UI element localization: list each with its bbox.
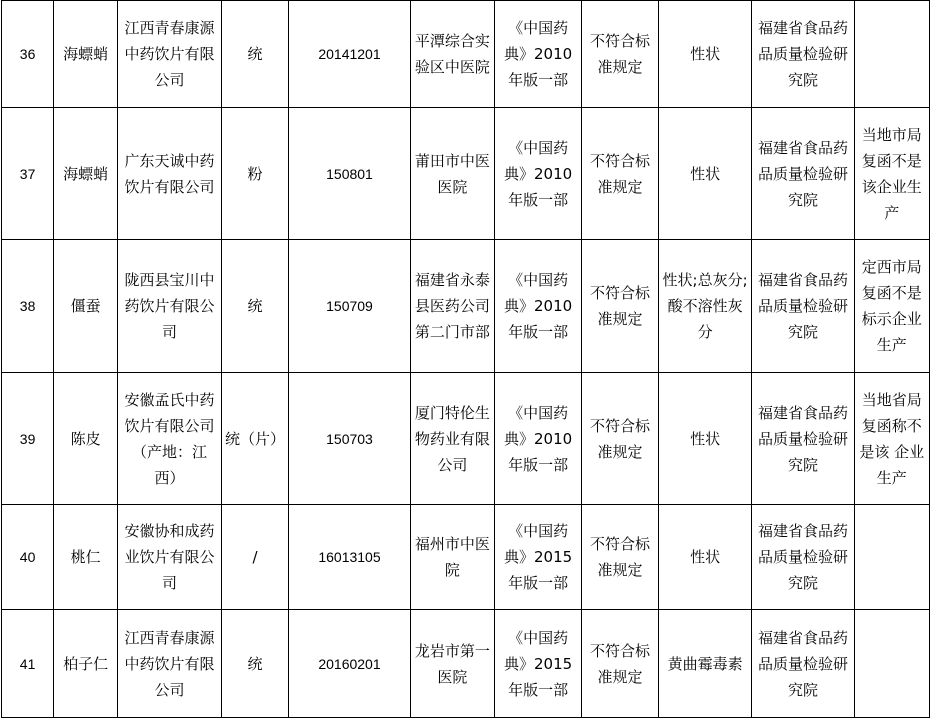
table-row bbox=[2, 108, 930, 240]
drug-name-cell: 陈皮 bbox=[54, 373, 118, 505]
remark-cell: 当地市局复函不是该企业生产 bbox=[854, 108, 929, 240]
manufacturer-cell: 安徽协和成药业饮片有限公司 bbox=[118, 505, 222, 610]
failed-items-cell: 性状;总灰分;酸不溶性灰分 bbox=[658, 240, 752, 373]
remark-cell bbox=[854, 610, 929, 718]
specification-cell: / bbox=[221, 505, 288, 610]
specification-cell: 统 bbox=[221, 1, 288, 108]
result-cell: 不符合标准规定 bbox=[582, 1, 658, 108]
standard-basis-cell: 《中国药典》2015年版一部 bbox=[494, 610, 582, 718]
failed-items-cell: 黄曲霉毒素 bbox=[658, 610, 752, 718]
testing-lab-cell: 福建省食品药品质量检验研究院 bbox=[752, 240, 854, 373]
drug-name-cell: 僵蚕 bbox=[54, 240, 118, 373]
batch-number-cell: 150703 bbox=[289, 373, 411, 505]
table-row bbox=[2, 610, 930, 718]
result-cell: 不符合标准规定 bbox=[582, 505, 658, 610]
batch-number-cell: 150801 bbox=[289, 108, 411, 240]
sampled-unit-cell: 厦门特伦生物药业有限公司 bbox=[410, 373, 494, 505]
row-number-cell: 39 bbox=[2, 373, 54, 505]
row-number-cell: 36 bbox=[2, 1, 54, 108]
sampled-unit-cell: 平潭综合实验区中医院 bbox=[410, 1, 494, 108]
failed-items-cell: 性状 bbox=[658, 108, 752, 240]
standard-basis-cell: 《中国药典》2010年版一部 bbox=[494, 240, 582, 373]
row-number-cell: 38 bbox=[2, 240, 54, 373]
testing-lab-cell: 福建省食品药品质量检验研究院 bbox=[752, 373, 854, 505]
manufacturer-cell: 广东天诚中药饮片有限公司 bbox=[118, 108, 222, 240]
row-number-cell: 41 bbox=[2, 610, 54, 718]
result-cell: 不符合标准规定 bbox=[582, 373, 658, 505]
sampled-unit-cell: 福建省永泰县医药公司第二门市部 bbox=[410, 240, 494, 373]
specification-cell: 统 bbox=[221, 240, 288, 373]
failed-items-cell: 性状 bbox=[658, 505, 752, 610]
manufacturer-cell: 安徽孟氏中药饮片有限公司（产地：江西） bbox=[118, 373, 222, 505]
drug-name-cell: 柏子仁 bbox=[54, 610, 118, 718]
drug-name-cell: 海螵蛸 bbox=[54, 108, 118, 240]
testing-lab-cell: 福建省食品药品质量检验研究院 bbox=[752, 1, 854, 108]
testing-lab-cell: 福建省食品药品质量检验研究院 bbox=[752, 610, 854, 718]
result-cell: 不符合标准规定 bbox=[582, 610, 658, 718]
standard-basis-cell: 《中国药典》2015年版一部 bbox=[494, 505, 582, 610]
remark-cell bbox=[854, 1, 929, 108]
drug-name-cell: 桃仁 bbox=[54, 505, 118, 610]
drug-name-cell: 海螵蛸 bbox=[54, 1, 118, 108]
manufacturer-cell: 陇西县宝川中药饮片有限公司 bbox=[118, 240, 222, 373]
table-row bbox=[2, 1, 930, 108]
inspection-table bbox=[1, 0, 930, 718]
manufacturer-cell: 江西青春康源中药饮片有限公司 bbox=[118, 610, 222, 718]
batch-number-cell: 20141201 bbox=[289, 1, 411, 108]
sampled-unit-cell: 福州市中医院 bbox=[410, 505, 494, 610]
sampled-unit-cell: 莆田市中医医院 bbox=[410, 108, 494, 240]
row-number-cell: 40 bbox=[2, 505, 54, 610]
remark-cell: 当地省局复函称不是该 企业生产 bbox=[854, 373, 929, 505]
failed-items-cell: 性状 bbox=[658, 373, 752, 505]
row-number-cell: 37 bbox=[2, 108, 54, 240]
sampled-unit-cell: 龙岩市第一医院 bbox=[410, 610, 494, 718]
remark-cell bbox=[854, 505, 929, 610]
table-row bbox=[2, 373, 930, 505]
batch-number-cell: 16013105 bbox=[289, 505, 411, 610]
result-cell: 不符合标准规定 bbox=[582, 240, 658, 373]
standard-basis-cell: 《中国药典》2010年版一部 bbox=[494, 108, 582, 240]
testing-lab-cell: 福建省食品药品质量检验研究院 bbox=[752, 108, 854, 240]
standard-basis-cell: 《中国药典》2010年版一部 bbox=[494, 1, 582, 108]
batch-number-cell: 20160201 bbox=[289, 610, 411, 718]
failed-items-cell: 性状 bbox=[658, 1, 752, 108]
batch-number-cell: 150709 bbox=[289, 240, 411, 373]
table-row bbox=[2, 240, 930, 373]
manufacturer-cell: 江西青春康源中药饮片有限公司 bbox=[118, 1, 222, 108]
specification-cell: 粉 bbox=[221, 108, 288, 240]
specification-cell: 统 bbox=[221, 610, 288, 718]
table-row bbox=[2, 505, 930, 610]
testing-lab-cell: 福建省食品药品质量检验研究院 bbox=[752, 505, 854, 610]
remark-cell: 定西市局复函不是标示企业生产 bbox=[854, 240, 929, 373]
specification-cell: 统（片） bbox=[221, 373, 288, 505]
standard-basis-cell: 《中国药典》2010年版一部 bbox=[494, 373, 582, 505]
result-cell: 不符合标准规定 bbox=[582, 108, 658, 240]
